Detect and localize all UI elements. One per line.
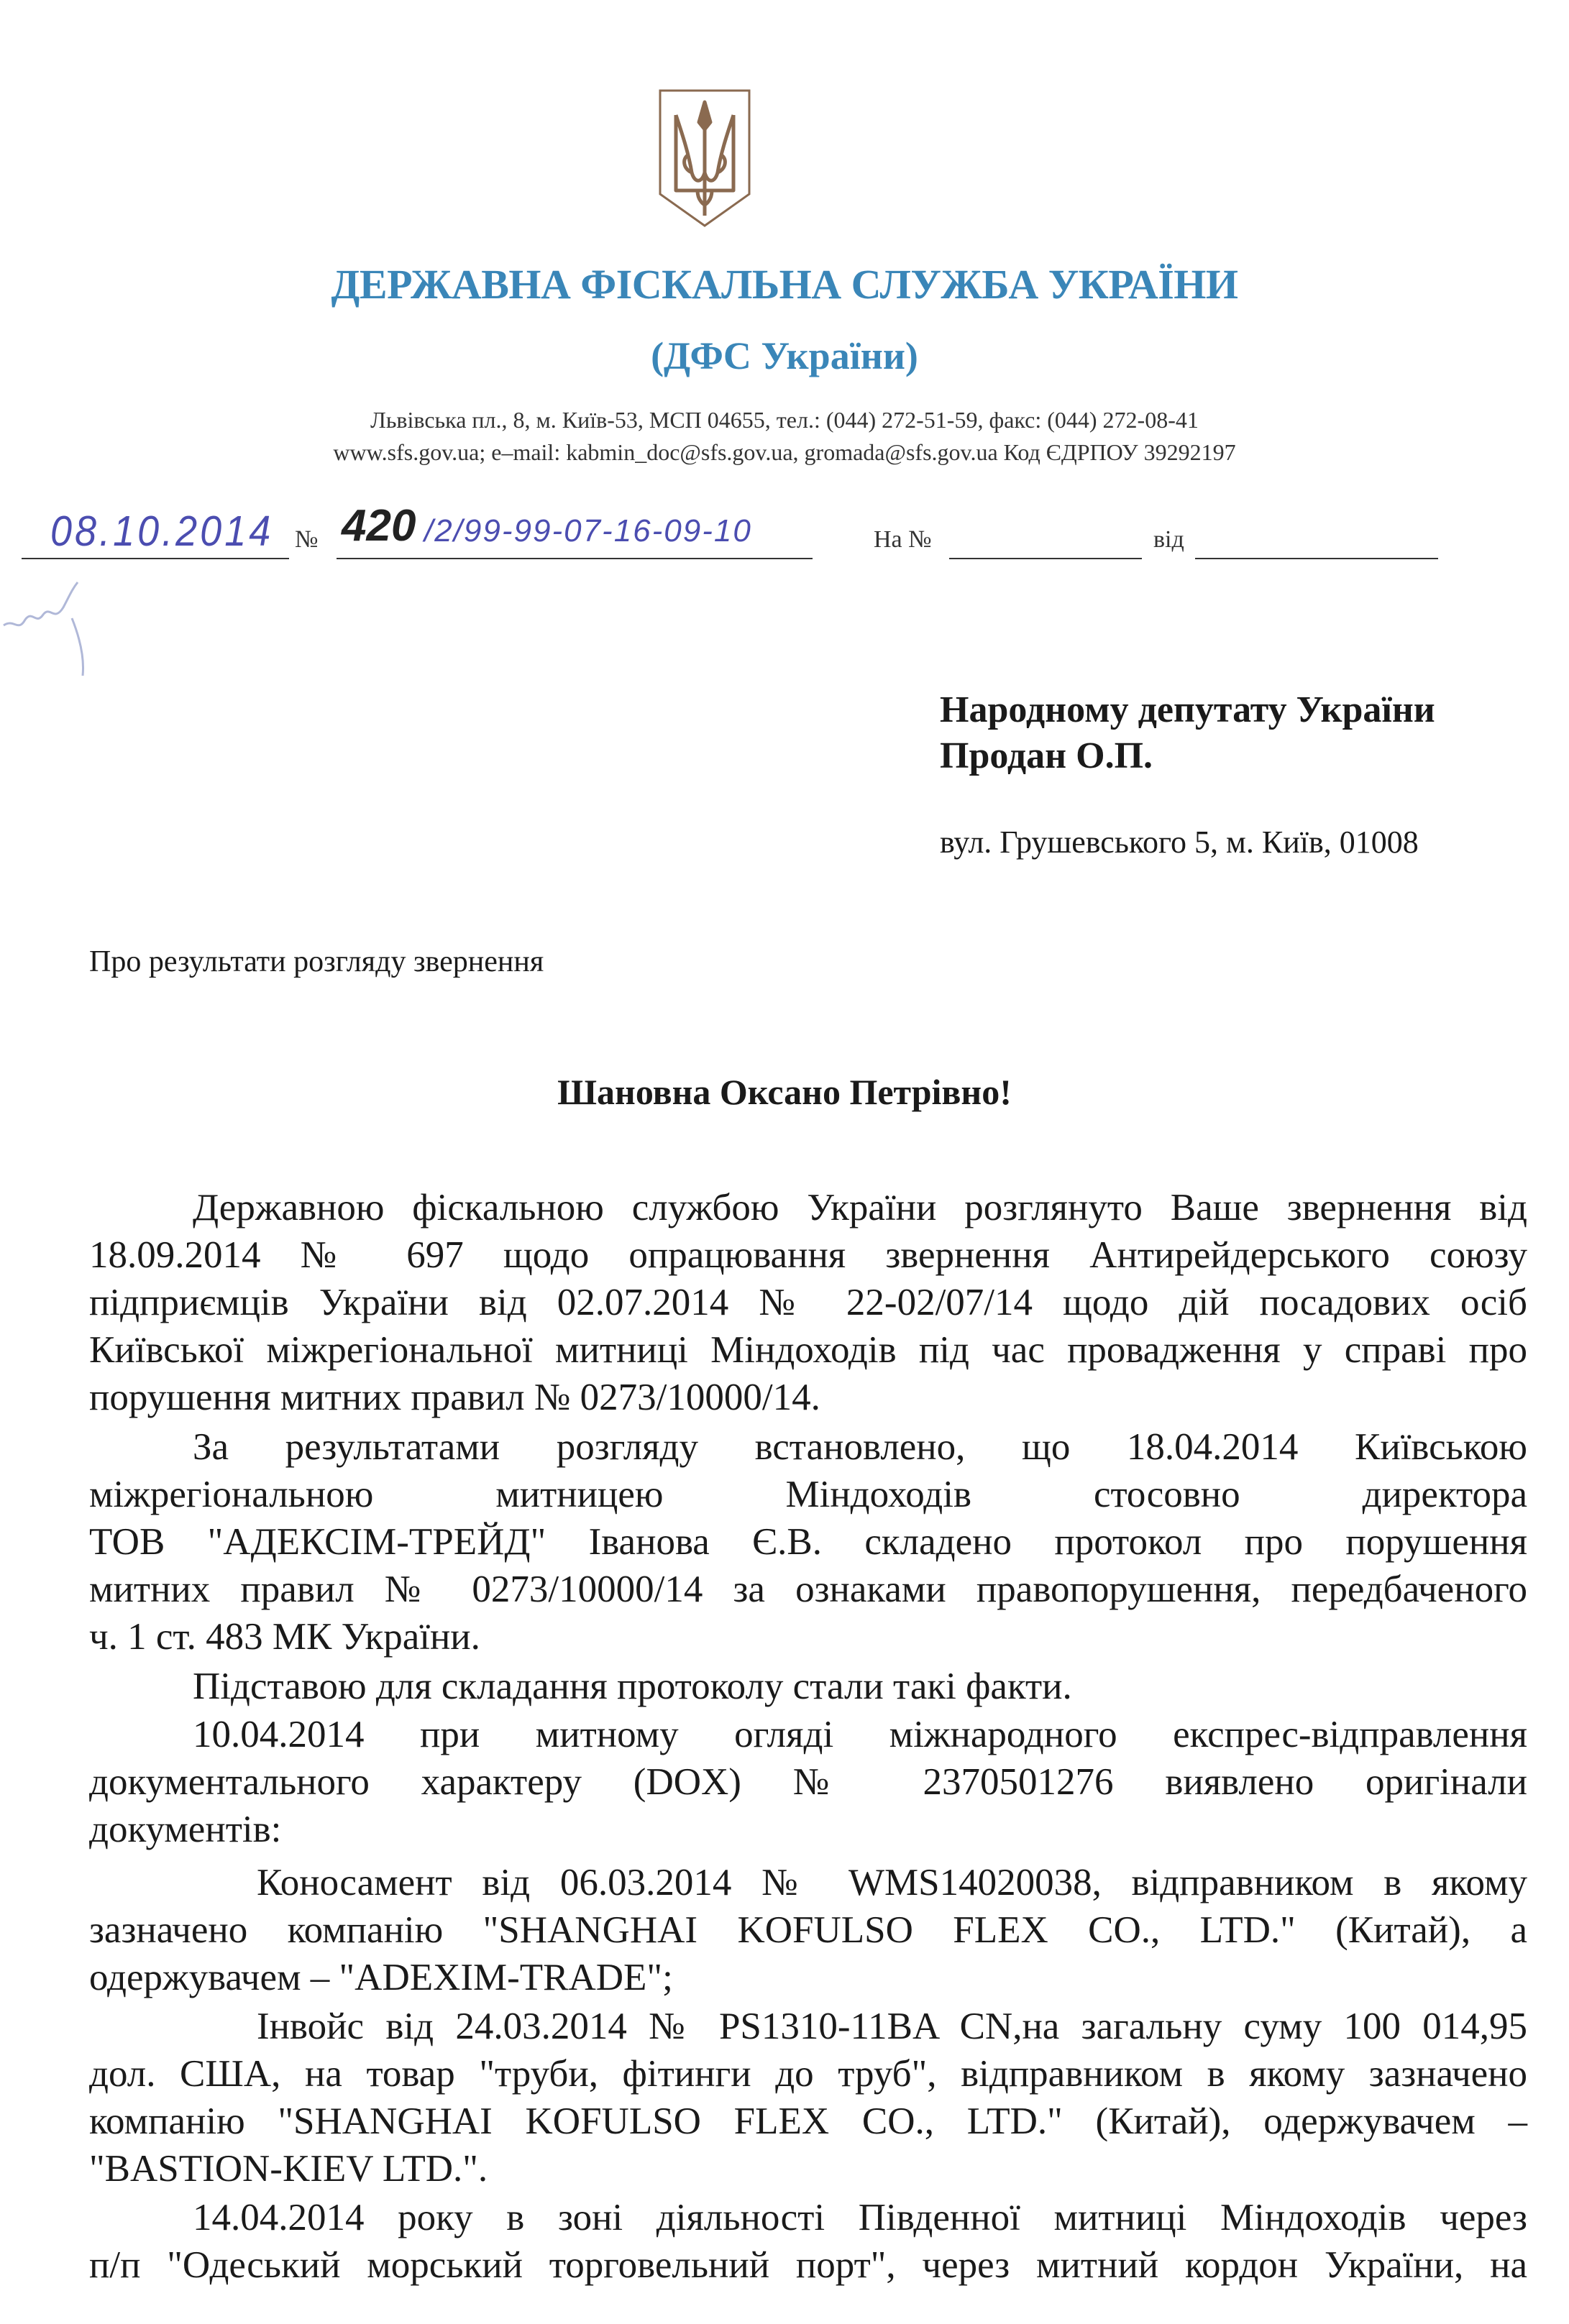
recipient-name: Продан О.П. [940,735,1153,776]
body-text-line: За результатами розгляду встановлено, що 18.04.2014 Київською [193,1426,1527,1468]
body-paragraph [89,2003,1527,2192]
body-text-line: Державною фіскальною службою України розглянуто Ваше звернення від [193,1187,1527,1228]
reply-number-underline [949,558,1142,559]
body-text-line: 18.09.2014 № 697 щодо опрацювання звернення Антирейдерського союзу [89,1234,1527,1276]
reply-to-number-label: На № [874,526,932,553]
body-text-line: документального характеру (DOX) № 2370501276 виявлено оригінали [89,1761,1527,1803]
ukraine-coat-of-arms-emblem [654,86,755,230]
body-text-line: Коносамент від 06.03.2014 № WMS14020038, відправником в якому [257,1862,1527,1903]
body-text-line: Підставою для складання протоколу стали такі факти. [193,1666,1072,1707]
body-text-line: митних правил № 0273/10000/14 за ознаками правопорушення, передбаченого [89,1569,1527,1610]
body-paragraph [89,2194,1527,2289]
body-text-line: Інвойс від 24.03.2014 № PS1310-11BA CN,на загальну суму 100 014,95 [257,2006,1527,2047]
body-text-line: міжрегіональною митницею Міндоходів стосовно директора [89,1474,1527,1515]
recipient-address: вул. Грушевського 5, м. Київ, 01008 [940,825,1419,860]
outgoing-number-index-handwritten: /2/99-99-07-16-09-10 [424,513,752,548]
body-paragraph [89,1711,1527,1853]
margin-signature-mark [0,575,93,683]
body-paragraph [89,1423,1527,1661]
body-text-line: порушення митних правил № 0273/10000/14. [89,1377,820,1418]
body-text-line: 10.04.2014 при митному огляді міжнародного експрес-відправлення [193,1714,1527,1755]
outgoing-number-handwritten: 420 [342,501,416,551]
body-text-line: "BASTION-KIEV LTD.". [89,2148,488,2190]
date-underline [22,558,289,559]
body-text-line: підприємців України від 02.07.2014 № 22-02/07/14 щодо дій посадових осіб [89,1282,1527,1323]
salutation: Шановна Оксано Петрівно! [557,1072,1012,1112]
organization-contacts: www.sfs.gov.ua; e–mail: kabmin_doc@sfs.gov.ua, gromada@sfs.gov.ua Код ЄДРПОУ 39292197 [333,439,1236,465]
recipient-title: Народному депутату України [940,689,1435,730]
body-paragraph [89,1663,1527,1710]
body-text-line: ч. 1 ст. 483 МК України. [89,1616,480,1658]
body-text-line: 14.04.2014 року в зоні діяльності Південної митниці Міндоходів через [193,2197,1527,2238]
body-text-line: ТОВ "АДЕКСІМ-ТРЕЙД" Іванова Є.В. складено протокол про порушення [89,1521,1527,1563]
organization-abbreviation: (ДФС України) [651,334,918,377]
organization-address: Львівська пл., 8, м. Київ-53, МСП 04655, тел.: (044) 272-51-59, факс: (044) 272-08-41 [370,407,1199,433]
body-paragraph [89,1859,1527,2001]
body-paragraph [89,1184,1527,1421]
number-underline [337,558,813,559]
body-text-line: компанію "SHANGHAI KOFULSO FLEX CO., LTD." (Китай), одержувачем – [89,2100,1527,2142]
outgoing-date-handwritten: 08.10.2014 [50,507,274,555]
body-text-line: зазначено компанію "SHANGHAI KOFULSO FLEX CO., LTD." (Китай), а [89,1909,1527,1951]
letter-subject: Про результати розгляду звернення [89,945,544,978]
body-text-line: п/п "Одеський морський торговельний порт", через митний кордон України, на [89,2244,1527,2286]
reply-date-underline [1195,558,1438,559]
number-sign-label: № [295,526,319,553]
body-text-line: Київської міжрегіональної митниці Міндоходів під час провадження у справі про [89,1329,1527,1371]
organization-title: ДЕРЖАВНА ФІСКАЛЬНА СЛУЖБА УКРАЇНИ [331,261,1238,308]
body-text-line: документів: [89,1809,282,1850]
body-text-line: дол. США, на товар "труби, фітинги до труб", відправником в якому зазначено [89,2053,1527,2095]
body-text-line: одержувачем – "ADEXIM-TRADE"; [89,1957,673,1998]
reply-from-label: від [1153,526,1184,553]
